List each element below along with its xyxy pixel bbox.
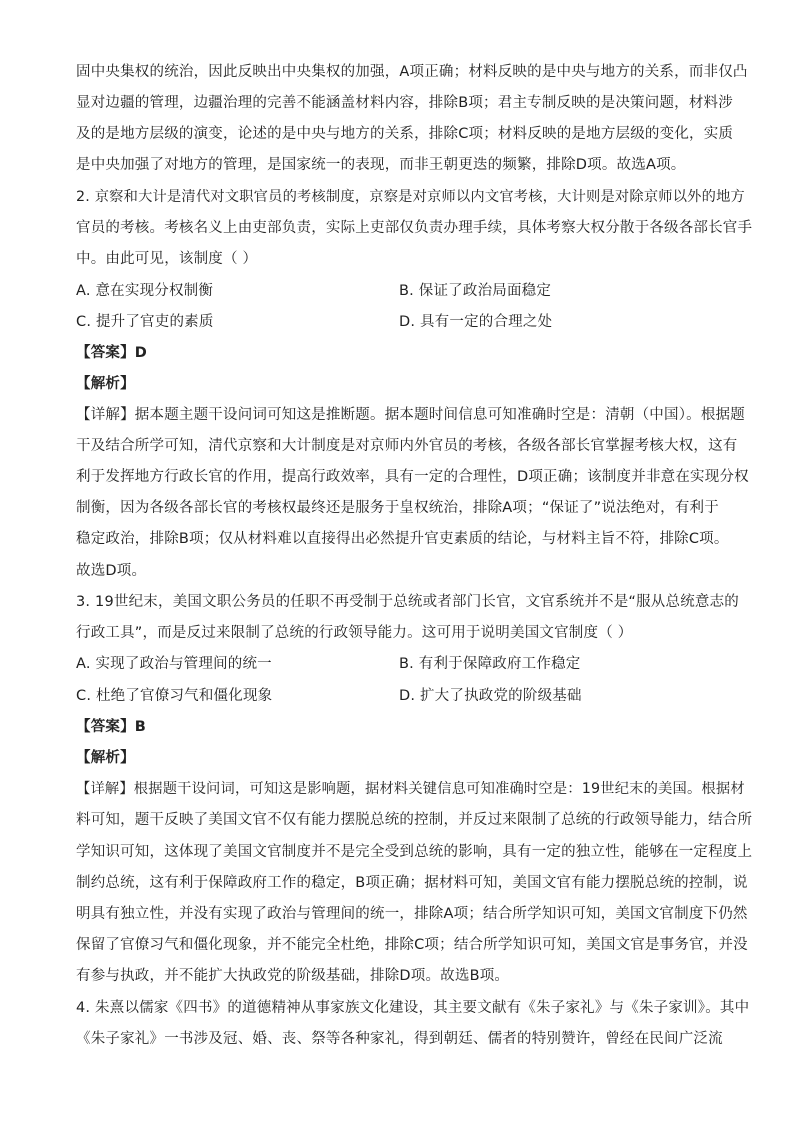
question-4-stem: 《朱子家礼》一书涉及冠、婚、丧、祭等各种家礼，得到朝廷、儒者的特别赞许，曾经在民间广泛流 bbox=[76, 1031, 723, 1047]
question-2-analysis-label: 【解析】 bbox=[76, 376, 135, 392]
question-3-analysis-label: 【解析】 bbox=[76, 750, 135, 766]
question-2-detail-line: 故选D项。 bbox=[76, 563, 147, 579]
prev-explanation-line: 是中央加强了对地方的管理，是国家统一的表现，而非王朝更迭的频繁，排除D项。故选A项。 bbox=[76, 157, 686, 173]
question-2-stem: 中。由此可见，该制度（ ） bbox=[76, 251, 258, 267]
question-3-answer: 【答案】B bbox=[76, 719, 147, 735]
question-2-option-a: A. 意在实现分权制衡 bbox=[76, 283, 214, 299]
question-3-detail-line: 制约总统，这有利于保障政府工作的稳定，B项正确；据材料可知，美国文官有能力摆脱总统的控制，说 bbox=[76, 875, 748, 891]
question-2-answer: 【答案】D bbox=[76, 345, 148, 361]
question-2-option-b: B. 保证了政治局面稳定 bbox=[399, 283, 552, 299]
question-3-detail-line: 料可知，题干反映了美国文官不仅有能力摆脱总统的控制，并反过来限制了总统的行政领导能力，结合所 bbox=[76, 812, 753, 828]
question-2-option-c: C. 提升了官吏的素质 bbox=[76, 314, 214, 330]
question-3-option-a: A. 实现了政治与管理间的统一 bbox=[76, 656, 272, 672]
question-3-option-c: C. 杜绝了官僚习气和僵化现象 bbox=[76, 688, 273, 704]
question-2-detail-line: 【详解】据本题主题干设问词可知这是推断题。据本题时间信息可知准确时空是：清朝（中国）。根据题 bbox=[76, 407, 745, 423]
question-2-detail-line: 稳定政治，排除B项；仅从材料难以直接得出必然提升官吏素质的结论，与材料主旨不符，排除C项。 bbox=[76, 531, 729, 547]
question-3-stem: 行政工具”，而是反过来限制了总统的行政领导能力。这可用于说明美国文官制度（ ） bbox=[76, 625, 633, 641]
question-3-option-d: D. 扩大了执政党的阶级基础 bbox=[399, 688, 582, 704]
question-2-option-d: D. 具有一定的合理之处 bbox=[399, 314, 553, 330]
question-2-detail-line: 利于发挥地方行政长官的作用，提高行政效率，具有一定的合理性，D项正确；该制度并非意在实现分权 bbox=[76, 469, 749, 485]
question-3-detail-line: 学知识可知，这体现了美国文官制度并不是完全受到总统的影响，具有一定的独立性，能够在一定程度上 bbox=[76, 844, 753, 860]
question-3-option-b: B. 有利于保障政府工作稳定 bbox=[399, 656, 581, 672]
question-3-detail-line: 有参与执政，并不能扩大执政党的阶级基础，排除D项。故选B项。 bbox=[76, 968, 510, 984]
prev-explanation-line: 显对边疆的管理，边疆治理的完善不能涵盖材料内容，排除B项；君主专制反映的是决策问题，材料涉 bbox=[76, 95, 733, 111]
question-3-detail-line: 【详解】根据题干设问词，可知这是影响题，据材料关键信息可知准确时空是：19世纪末的美国。根据材 bbox=[76, 781, 745, 797]
question-3-stem: 3. 19世纪末，美国文职公务员的任职不再受制于总统或者部门长官，文官系统并不是“服从总统意志的 bbox=[76, 594, 740, 610]
prev-explanation-line: 固中央集权的统治，因此反映出中央集权的加强，A项正确；材料反映的是中央与地方的关系，而非仅凸 bbox=[76, 64, 748, 80]
question-2-stem: 2. 京察和大计是清代对文职官员的考核制度，京察是对京师以内文官考核，大计则是对除京师以外的地方 bbox=[76, 189, 745, 205]
question-2-stem: 官员的考核。考核名义上由吏部负责，实际上吏部仅负责办理手续，具体考察大权分散于各级各部长官手 bbox=[76, 220, 753, 236]
question-4-stem: 4. 朱熹以儒家《四书》的道德精神从事家族文化建设，其主要文献有《朱子家礼》与《朱子家训》。其中 bbox=[76, 1000, 750, 1016]
question-3-detail-line: 保留了官僚习气和僵化现象，并不能完全杜绝，排除C项；结合所学知识可知，美国文官是事务官，并没 bbox=[76, 937, 748, 953]
prev-explanation-line: 及的是地方层级的演变，论述的是中央与地方的关系，排除C项；材料反映的是地方层级的变化，实质 bbox=[76, 126, 734, 142]
question-2-detail-line: 干及结合所学可知，清代京察和大计制度是对京师内外官员的考核，各级各部长官掌握考核大权，这有 bbox=[76, 438, 738, 454]
question-3-detail-line: 明具有独立性，并没有实现了政治与管理间的统一，排除A项；结合所学知识可知，美国文官制度下仍然 bbox=[76, 906, 748, 922]
question-2-detail-line: 制衡，因为各级各部长官的考核权最终还是服务于皇权统治，排除A项；“保证了”说法绝对，有利于 bbox=[76, 500, 719, 516]
